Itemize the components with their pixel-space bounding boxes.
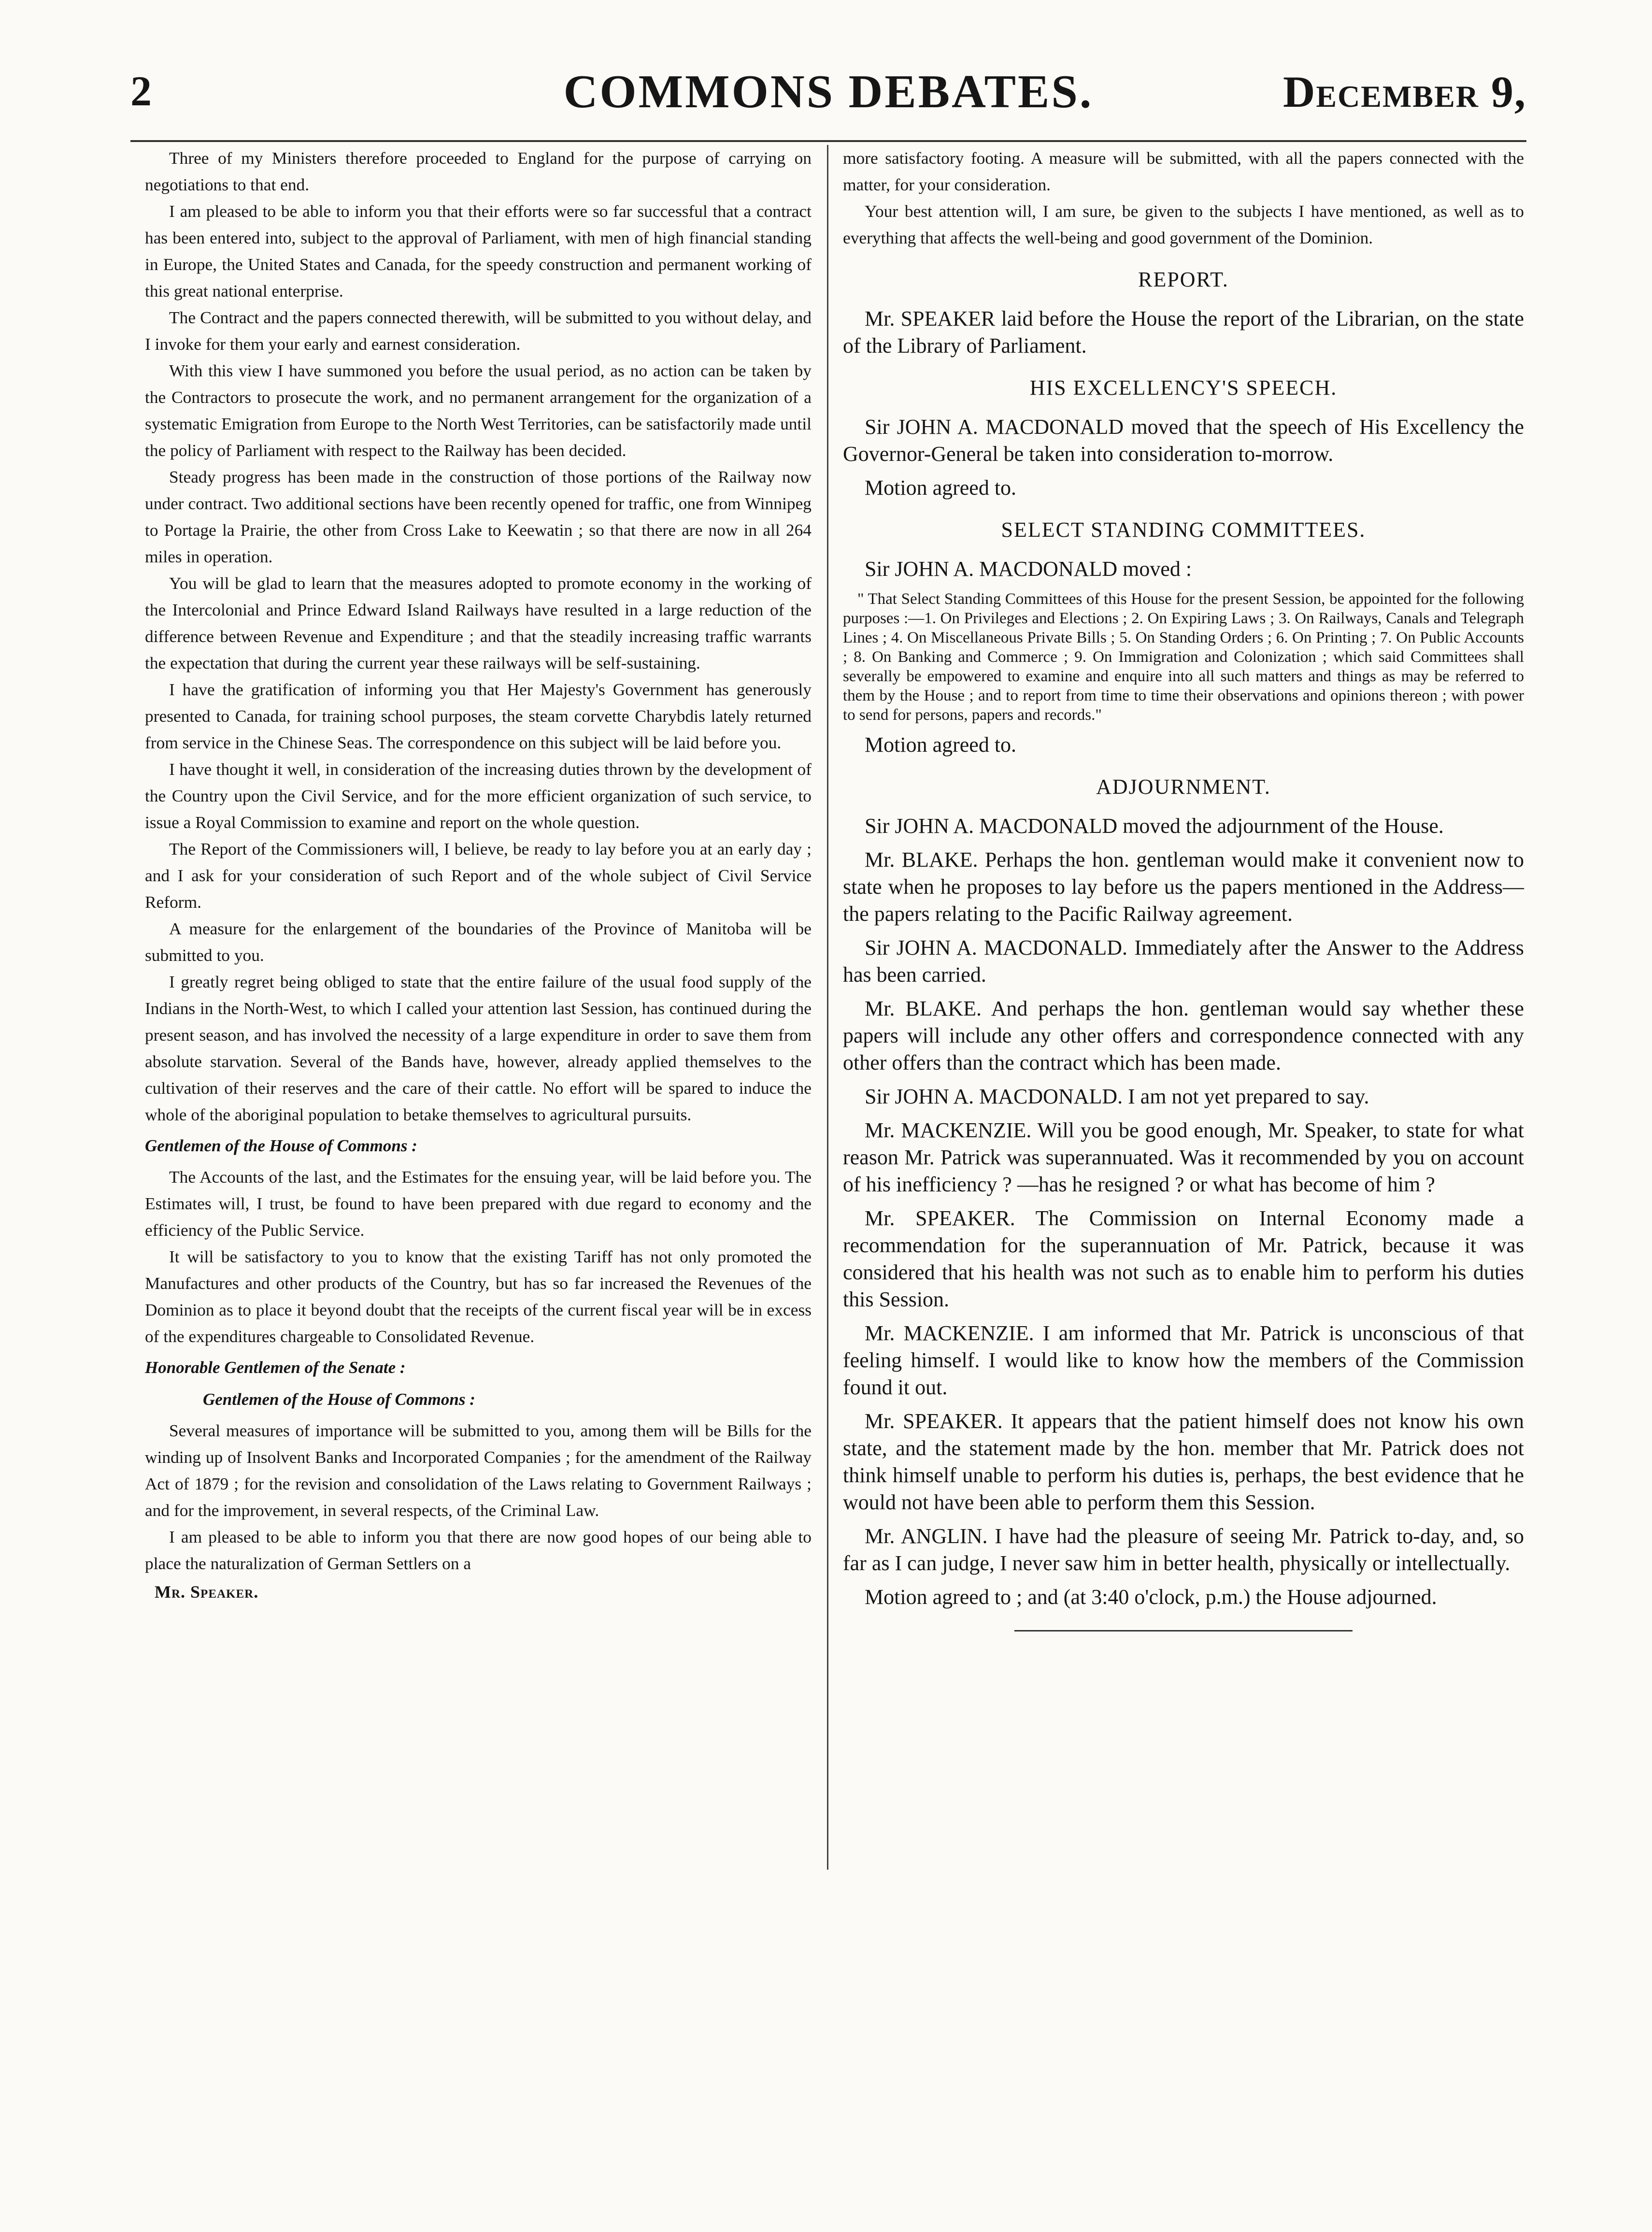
- left-column: [145, 145, 812, 1602]
- speech-paragraph: The Accounts of the last, and the Estimates for the ensuing year, will be laid before you. The Estimates will, I trust, be found to have been prepared with due regard to economy and the efficiency of the Public Service.: [145, 1167, 812, 1240]
- debate-paragraph: Motion agreed to ; and (at 3:40 o'clock, p.m.) the House adjourned.: [865, 1585, 1437, 1609]
- speech-paragraph: Several measures of importance will be submitted to you, among them will be Bills for the winding up of Insolvent Banks and Incorporated Companies ; for the amendment of the Railway Act of 1879 ; for the revision and consolidation of the Laws relating to Government Railways ; and for the improvement, in several respects, of the Criminal Law.: [145, 1421, 812, 1520]
- debate-paragraph: Sir JOHN A. MACDONALD moved the adjournment of the House.: [865, 814, 1444, 838]
- committees-moved: Sir JOHN A. MACDONALD moved :: [865, 557, 1192, 581]
- right-column: [843, 145, 1524, 1631]
- speech-paragraph: I have the gratification of informing you that Her Majesty's Government has generously presented to Canada, for training school purposes, the steam corvette Charybdis lately returned from service in the Chinese Seas. The correspondence on this subject will be laid before you.: [145, 680, 812, 752]
- debate-paragraph: Mr. SPEAKER. The Commission on Internal Economy made a recommendation for the superannuation of Mr. Patrick, because it was considered that his health was not such as to enable him to perform his duties this Session.: [843, 1206, 1524, 1311]
- motion-agreed: Motion agreed to.: [865, 476, 1017, 500]
- report-text: Mr. SPEAKER laid before the House the report of the Librarian, on the state of the Library of Parliament.: [843, 307, 1524, 358]
- debate-paragraph: Mr. BLAKE. Perhaps the hon. gentleman would make it convenient now to state when he proposes to lay before us the papers mentioned in the Address—the papers relating to the Pacific Railway agreement.: [843, 848, 1524, 926]
- debate-paragraph: Mr. BLAKE. And perhaps the hon. gentleman would say whether these papers will include any other offers and correspondence connected with any other offers than the contract which has been made.: [843, 997, 1524, 1074]
- speech-paragraph: I am pleased to be able to inform you that there are now good hopes of our being able to place the naturalization of German Settlers on a: [145, 1527, 812, 1573]
- end-rule: [1014, 1630, 1353, 1631]
- speech-paragraph: I have thought it well, in consideration of the increasing duties thrown by the development of the Country upon the Civil Service, and for the more efficient organization of such service, to issue a Royal Commission to examine and report on the whole question.: [145, 759, 812, 832]
- speech-paragraph: Three of my Ministers therefore proceeded to England for the purpose of carrying on negotiations to that end.: [145, 148, 812, 194]
- speech-section-b: [145, 1164, 812, 1350]
- speech-section-c: [145, 1417, 812, 1577]
- page-header: [130, 58, 1526, 126]
- section-heading-report: REPORT.: [1138, 268, 1229, 291]
- speech-paragraph: more satisfactory footing. A measure will be submitted, with all the papers connected with the matter, for your consideration.: [843, 148, 1524, 194]
- speech-paragraph: You will be glad to learn that the measures adopted to promote economy in the working of the Intercolonial and Prince Edward Island Railways have resulted in a large reduction of the difference between Revenue and Expenditure ; and that the steadily increasing traffic warrants the expectation that during the current year these railways will be self-sustaining.: [145, 573, 812, 672]
- speech-paragraph: I greatly regret being obliged to state that the entire failure of the usual food supply of the Indians in the North-West, to which I called your attention last Session, has continued during the present season, and has involved the necessity of a large expenditure in order to save them from absolute starvation. Several of the Bands have, however, already applied themselves to the cultivation of their reserves and the care of their cattle. No effort will be spared to induce the whole of the aboriginal population to betake themselves to agricultural pursuits.: [145, 972, 812, 1124]
- speech-paragraph: I am pleased to be able to inform you that their efforts were so far successful that a contract has been entered into, subject to the approval of Parliament, with men of high financial standing in Europe, the United States and Canada, for the speedy construction and permanent working of this great national enterprise.: [145, 201, 812, 300]
- section-heading-adjournment: ADJOURNMENT.: [1096, 775, 1271, 799]
- speech-paragraph: Steady progress has been made in the construction of those portions of the Railway now under contract. Two additional sections have been recently opened for traffic, one from Winnipeg to Portage la Prairie, the other from Cross Lake to Keewatin ; so that there are now in all 264 miles in operation.: [145, 467, 812, 566]
- speech-paragraph: With this view I have summoned you before the usual period, as no action can be taken by the Contractors to prosecute the work, and no permanent arrangement for the organization of a systematic Emigration from Europe to the North West Territories, can be satisfactorily made until the policy of Parliament with respect to the Railway has been decided.: [145, 361, 812, 460]
- motion-agreed: Motion agreed to.: [865, 733, 1017, 757]
- page-number: 2: [130, 68, 152, 115]
- debate-paragraph: Sir JOHN A. MACDONALD. Immediately after the Answer to the Address has been carried.: [843, 936, 1524, 987]
- debate-paragraph: Sir JOHN A. MACDONALD. I am not yet prepared to say.: [865, 1085, 1369, 1108]
- address-heading-commons: Gentlemen of the House of Commons :: [203, 1390, 475, 1409]
- adjournment-debate: [843, 813, 1524, 1611]
- address-heading-commons: Gentlemen of the House of Commons :: [145, 1136, 417, 1155]
- committees-quote: " That Select Standing Committees of this House for the present Session, be appointed for the following purposes :—1. On Privileges and Elections ; 2. On Expiring Laws ; 3. On Railways, Canals and Telegraph Lines ; 4. On Miscellaneous Private Bills ; 5. On Standing Orders ; 6. On Printing ; 7. On Public Accounts ; 8. On Banking and Commerce ; 9. On Immigration and Colonization ; which said Committees shall severally be empowered to examine and enquire into all such matters and things as may be referred to them by the House ; and to report from time to time their observations and opinions thereon ; with power to send for persons, papers and records.": [843, 590, 1524, 724]
- journal-title: COMMONS DEBATES.: [563, 66, 1094, 118]
- speech-paragraph: The Report of the Commissioners will, I believe, be ready to lay before you at an early day ; and I ask for your consideration of such Report and of the whole subject of Civil Service Reform.: [145, 839, 812, 912]
- debate-paragraph: Mr. MACKENZIE. I am informed that Mr. Patrick is unconscious of that feeling himself. I would like to know how the members of the Commission found it out.: [843, 1321, 1524, 1399]
- speech-paragraph: A measure for the enlargement of the boundaries of the Province of Manitoba will be submitted to you.: [145, 919, 812, 965]
- section-heading-speech: HIS EXCELLENCY'S SPEECH.: [1029, 376, 1338, 400]
- speech-section-a: [145, 145, 812, 1128]
- header-rule: [130, 140, 1526, 142]
- speech-paragraph: Your best attention will, I am sure, be given to the subjects I have mentioned, as well as to everything that affects the well-being and good government of the Dominion.: [843, 201, 1524, 247]
- header-date: December 9,: [1282, 67, 1526, 116]
- debate-paragraph: Mr. MACKENZIE. Will you be good enough, Mr. Speaker, to state for what reason Mr. Patrick was superannuated. Was it recommended by you on account of his inefficiency ? —has he resigned ? or what has become of him ?: [843, 1118, 1524, 1196]
- speech-paragraph: It will be satisfactory to you to know that the existing Tariff has not only promoted the Manufactures and other products of the Country, but has so far increased the Revenues of the Dominion as to place it beyond doubt that the receipts of the current fiscal year will be in excess of the expenditures chargeable to Consolidated Revenue.: [145, 1247, 812, 1346]
- speech-motion: Sir JOHN A. MACDONALD moved that the speech of His Excellency the Governor-General be taken into consideration to-morrow.: [843, 415, 1524, 466]
- section-heading-committees: SELECT STANDING COMMITTEES.: [1001, 518, 1366, 542]
- column-divider: [827, 145, 828, 1870]
- address-heading-senate: Honorable Gentlemen of the Senate :: [145, 1358, 406, 1377]
- debate-paragraph: Mr. SPEAKER. It appears that the patient himself does not know his own state, and the statement made by the hon. member that Mr. Patrick does not think himself unable to perform his duties is, perhaps, the best evidence that he would not have been able to perform them this Session.: [843, 1409, 1524, 1514]
- debate-paragraph: Mr. ANGLIN. I have had the pleasure of seeing Mr. Patrick to-day, and, so far as I can judge, I never saw him in better health, physically or intellectually.: [843, 1524, 1524, 1575]
- footer-speaker: Mr. Speaker.: [155, 1582, 259, 1602]
- speech-paragraph: The Contract and the papers connected therewith, will be submitted to you without delay, and I invoke for them your early and earnest consideration.: [145, 308, 812, 354]
